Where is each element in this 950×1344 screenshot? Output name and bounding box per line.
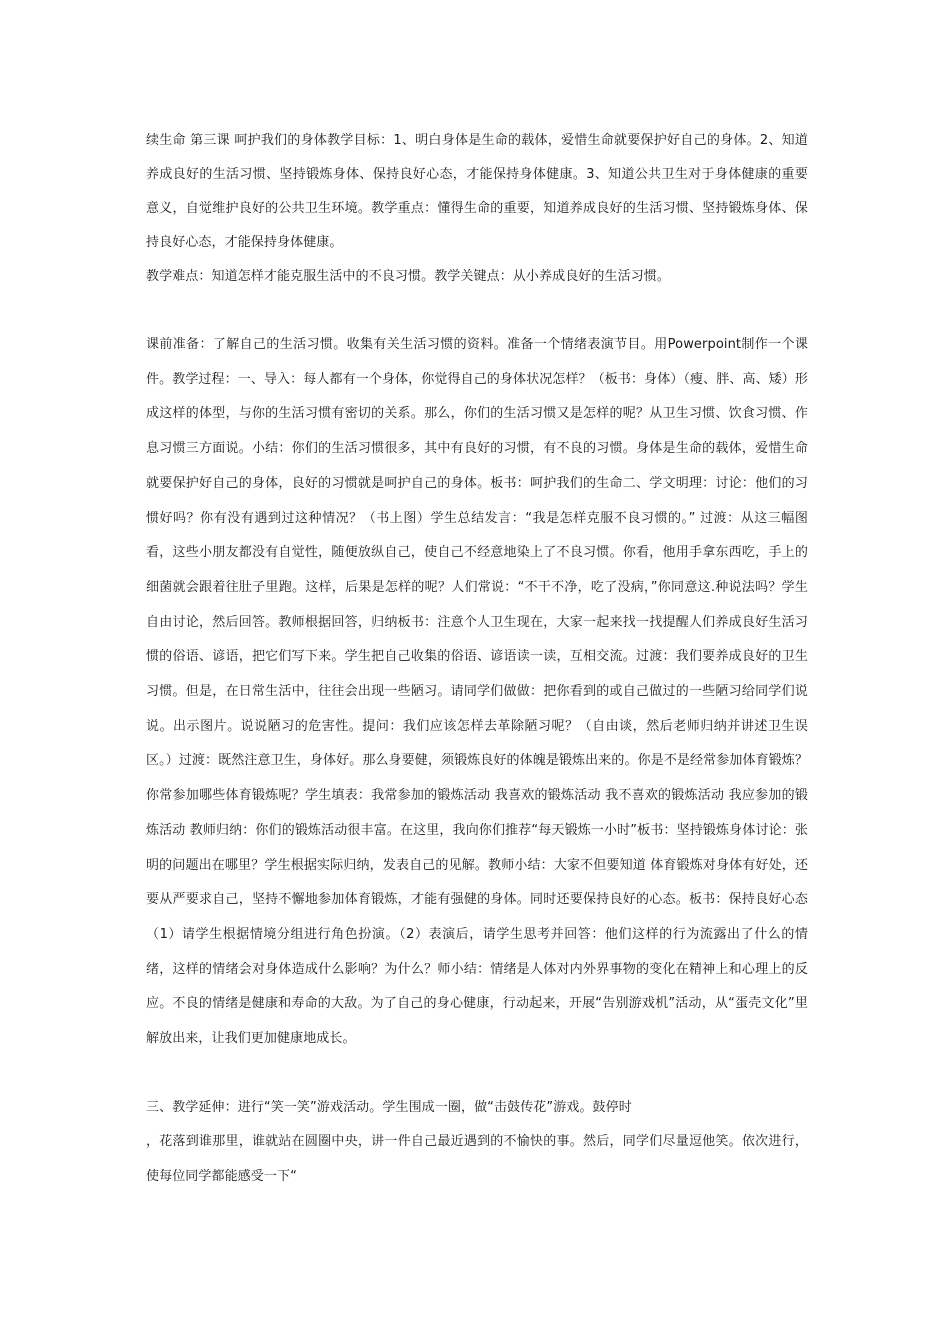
- process-paragraph: 课前准备：了解自己的生活习惯。收集有关生活习惯的资料。准备一个情绪表演节目。用Powerpoint制作一个课件。教学过程：一、导入：每人都有一个身体，你觉得自己的身体状况怎样？（板书：身体）（瘦、胖、高、矮）形成这样的体型，与你的生活习惯有密切的关系。那么，你们的生活习惯又是怎样的呢？从卫生习惯、饮食习惯、作息习惯三方面说。小结：你们的生活习惯很多，其中有良好的习惯，有不良的习惯。身体是生命的载体，爱惜生命就要保护好自己的身体，良好的习惯就是呵护自己的身体。板书：呵护我们的生命二、学文明理：讨论：他们的习惯好吗？你有没有遇到过这种情况？（书上图）学生总结发言：“我是怎样克服不良习惯的。” 过渡：从这三幅图看，这些小朋友都没有自觉性，随便放纵自己，使自己不经意地染上了不良习惯。你看，他用手拿东西吃，手上的细菌就会跟着往肚子里跑。这样，后果是怎样的呢？人们常说：“不干不净，吃了没病，”你同意这.种说法吗？学生自由讨论，然后回答。教师根据回答，归纳板书：注意个人卫生现在，大家一起来找一找提醒人们养成良好生活习惯的俗语、谚语，把它们写下来。学生把自己收集的俗语、谚语读一读，互相交流。过渡：我们要养成良好的卫生习惯。但是，在日常生活中，往往会出现一些陋习。请同学们做做：把你看到的或自己做过的一些陋习给同学们说说。出示图片。说说陋习的危害性。提问：我们应该怎样去革除陋习呢？（自由谈，然后老师归纳并讲述卫生误区。）过渡：既然注意卫生，身体好。那么身要健，须锻炼良好的体魄是锻炼出来的。你是不是经常参加体育锻炼？你常参加哪些体育锻炼呢？学生填表：我常参加的锻炼活动 我喜欢的锻炼活动 我不喜欢的锻炼活动 我应参加的锻炼活动 教师归纳：你们的锻炼活动很丰富。在这里，我向你们推荐“每天锻炼一小时”板书：坚持锻炼身体讨论：张明的问题出在哪里？学生根据实际归纳，发表自己的见解。教师小结：大家不但要知道 体育锻炼对身体有好处，还要从严要求自己，坚持不懈地参加体育锻炼，才能有强健的身体。同时还要保持良好的心态。板书：保持良好心态（1）请学生根据情境分组进行角色扮演。（2）表演后，请学生思考并回答：他们这样的行为流露出了什么的情绪，这样的情绪会对身体造成什么影响？为什么？师小结：情绪是人体对内外界事物的变化在精神上和心理上的反应。不良的情绪是健康和寿命的大敌。为了自己的身心健康，行动起来，开展“告别游戏机”活动，从“蛋壳文化”里解放出来，让我们更加健康地成长。: [146, 337, 808, 1047]
- paragraph-spacer: [146, 1057, 808, 1091]
- objectives-paragraph: 续生命 第三课 呵护我们的身体教学目标：1、明白身体是生命的载体，爱惜生命就要保护好自己的身体。2、知道养成良好的生活习惯、坚持锻炼身体、保持良好心态，才能保持身体健康。3、知道公共卫生对于身体健康的重要意义，自觉维护良好的公共卫生环境。教学重点：懂得生命的重要，知道养成良好的生活习惯、坚持锻炼身体、保持良好心态，才能保持身体健康。: [146, 133, 808, 250]
- extension-continuation-paragraph: ，花落到谁那里，谁就站在圆圈中央，讲一件自己最近遇到的不愉快的事。然后，同学们尽量逗他笑。依次进行，使每位同学都能感受一下“: [146, 1134, 808, 1184]
- document-body: [146, 124, 808, 1194]
- extension-paragraph: 三、教学延伸：进行“笑一笑”游戏活动。学生围成一圈，做“击鼓传花”游戏。鼓停时: [146, 1099, 632, 1115]
- difficulty-paragraph: 教学难点：知道怎样才能克服生活中的不良习惯。教学关键点：从小养成良好的生活习惯。: [146, 269, 671, 284]
- paragraph-spacer: [146, 294, 808, 328]
